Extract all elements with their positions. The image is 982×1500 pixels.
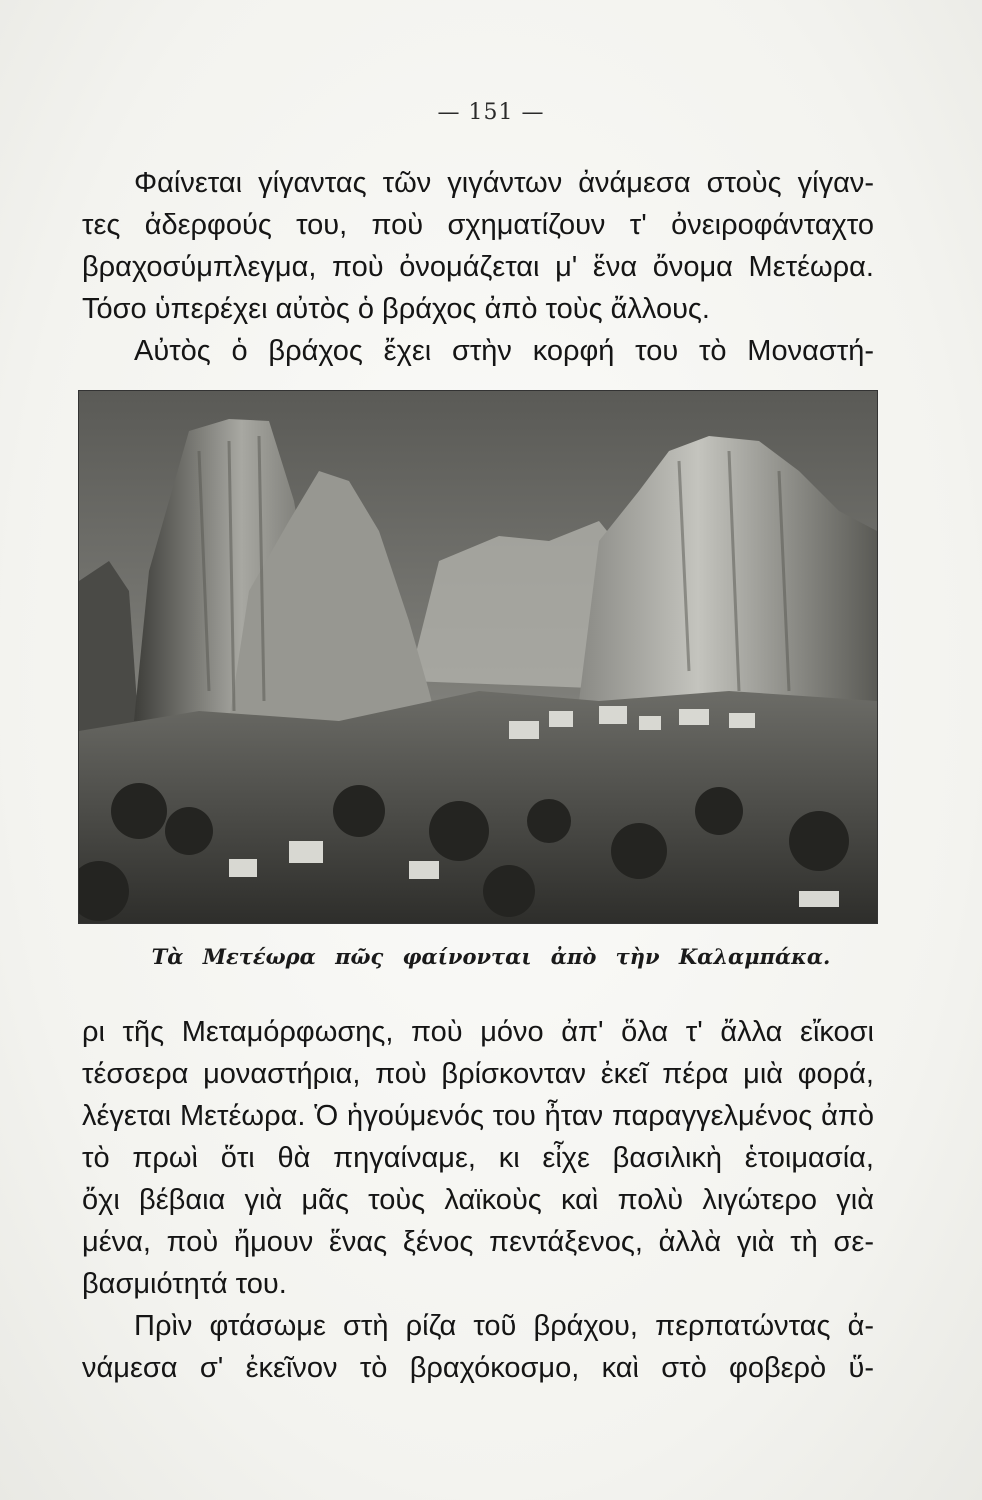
text-line: τες ἀδερφούς του, ποὺ σχηματίζουν τ' ὀνειροφάνταχτο — [82, 209, 874, 241]
photo-caption: Τὰ Μετέωρα πῶς φαίνονται ἀπὸ τὴν Καλαμπάκα. — [151, 944, 831, 969]
text-line: νάμεσα σ' ἐκεῖνον τὸ βραχόκοσμο, καὶ στὸ φοβερὸ ὕ- — [82, 1352, 874, 1384]
text-line: τέσσερα μοναστήρια, ποὺ βρίσκονταν ἐκεῖ πέρα μιὰ φορά, — [82, 1058, 874, 1090]
text-line: Αὐτὸς ὁ βράχος ἔχει στὴν κορφή του τὸ Μοναστή- — [134, 335, 874, 367]
text-line: λέγεται Μετέωρα. Ὁ ἡγούμενός του ἦταν παραγγελμένος ἀπὸ — [82, 1100, 874, 1132]
valley-ground — [79, 691, 877, 923]
top-paragraphs — [82, 162, 874, 372]
text-line: ρι τῆς Μεταμόρφωσης, ποὺ μόνο ἀπ' ὅλα τ' ἄλλα εἴκοσι — [82, 1016, 874, 1048]
text-line: Τόσο ὑπερέχει αὐτὸς ὁ βράχος ἀπὸ τοὺς ἄλλους. — [82, 293, 710, 325]
text-line: ὄχι βέβαια γιὰ μᾶς τοὺς λαϊκοὺς καὶ πολὺ λιγώτερο γιὰ — [82, 1184, 874, 1216]
text-line: Φαίνεται γίγαντας τῶν γιγάντων ἀνάμεσα στοὺς γίγαν- — [134, 167, 874, 199]
text-line: βραχοσύμπλεγμα, ποὺ ὀνομάζεται μ' ἕνα ὄνομα Μετέωρα. — [82, 251, 874, 283]
text-line: βασμιότητά του. — [82, 1268, 287, 1300]
meteora-photo — [78, 390, 878, 924]
bottom-paragraphs — [82, 1011, 874, 1389]
text-line: Πρὶν φτάσωμε στὴ ρίζα τοῦ βράχου, περπατώντας ἀ- — [134, 1310, 874, 1342]
text-line: τὸ πρωὶ ὅτι θὰ πηγαίναμε, κι εἶχε βασιλικὴ ἑτοιμασία, — [82, 1142, 874, 1174]
meteora-photo-illustration — [79, 391, 877, 923]
text-line: μένα, ποὺ ἤμουν ἕνας ξένος πεντάξενος, ἀλλὰ γιὰ τὴ σε- — [82, 1226, 874, 1258]
page-number: — 151 — — [437, 100, 545, 125]
